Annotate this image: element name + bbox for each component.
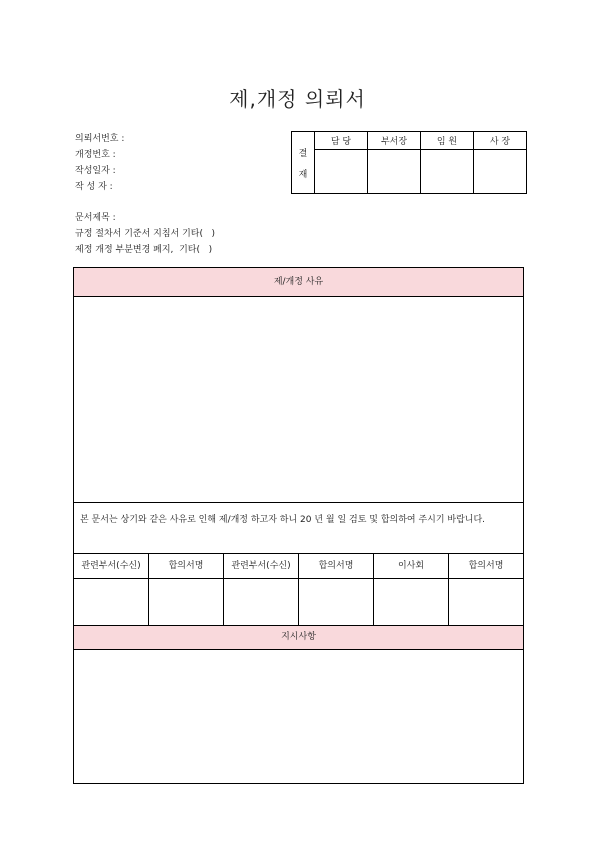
approval-sign-executive[interactable] [421, 150, 474, 194]
reason-field[interactable] [74, 297, 523, 503]
agreement-header: 합의서명 [299, 554, 374, 579]
agreement-cell[interactable] [224, 579, 299, 626]
agreement-header: 합의서명 [449, 554, 523, 579]
agreement-header: 관련부서(수신) [74, 554, 149, 579]
agreement-header: 관련부서(수신) [224, 554, 299, 579]
request-info [75, 131, 124, 195]
approval-sign-president[interactable] [474, 150, 527, 194]
request-statement: 본 문서는 상기와 같은 사유로 인해 제/개정 하고자 하니 20 년 월 일 검토 및 합의하여 주시기 바랍니다. [74, 503, 523, 554]
instructions-header: 지시사항 [74, 626, 523, 650]
approval-side-label: 결 재 [292, 132, 315, 194]
approval-col-president: 사 장 [474, 132, 527, 150]
approval-sign-staff[interactable] [315, 150, 368, 194]
agreement-cell[interactable] [374, 579, 449, 626]
revision-number-label: 개정번호 : [75, 150, 116, 160]
document-title: 제,개정 의뢰서 [229, 87, 366, 111]
agreement-cell[interactable] [449, 579, 523, 626]
agreement-cell[interactable] [74, 579, 149, 626]
document-type-line: 규정 절차서 기준서 지침서 기타( ) [75, 229, 216, 239]
instructions-field[interactable] [74, 650, 523, 783]
approval-col-executive: 임 원 [421, 132, 474, 150]
date-label: 작성일자 : [75, 166, 116, 176]
approval-sign-manager[interactable] [368, 150, 421, 194]
agreement-grid [74, 554, 523, 626]
document-info [75, 210, 215, 258]
approval-col-staff: 담 당 [315, 132, 368, 150]
agreement-header: 합의서명 [149, 554, 224, 579]
request-number-label: 의뢰서번호 : [75, 134, 125, 144]
agreement-cell[interactable] [299, 579, 374, 626]
agreement-cell[interactable] [149, 579, 224, 626]
main-form [73, 267, 524, 784]
document-title-label: 문서제목 : [75, 213, 116, 223]
agreement-header: 이사회 [374, 554, 449, 579]
approval-table [291, 131, 527, 194]
author-label: 작 성 자 : [75, 182, 113, 192]
approval-col-manager: 부서장 [368, 132, 421, 150]
reason-header: 제/개정 사유 [74, 268, 523, 297]
change-type-line: 제정 개정 부분변경 폐지, 기타( ) [75, 245, 213, 255]
